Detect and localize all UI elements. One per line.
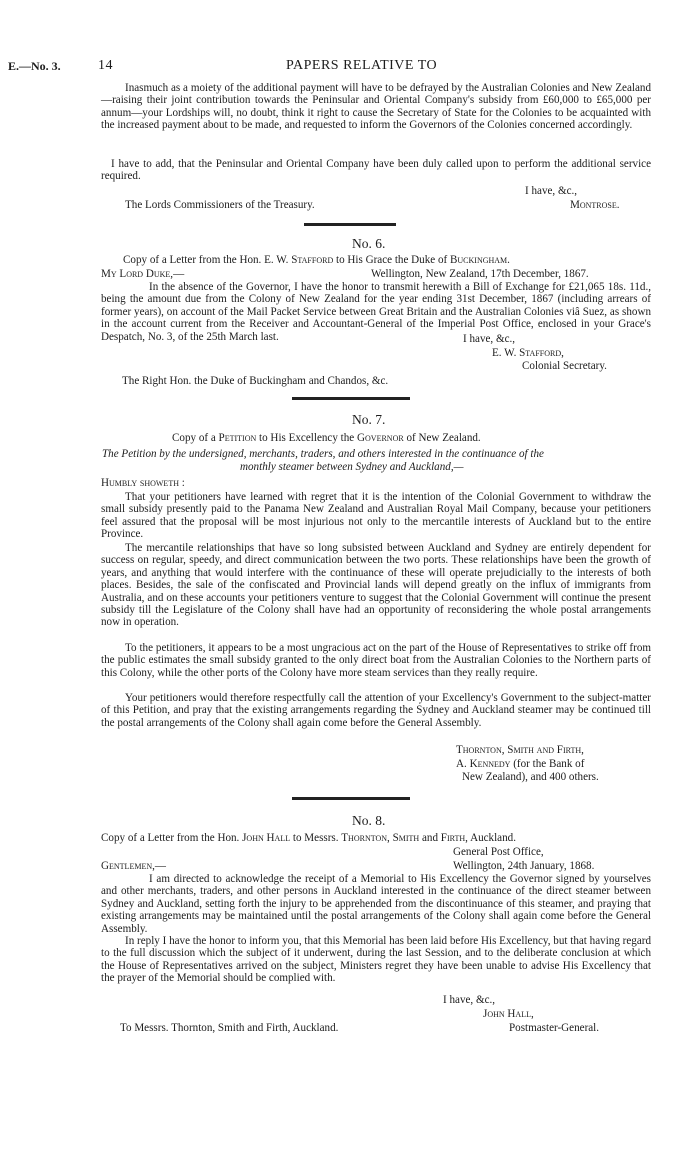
no7-subtitle-1: The Petition by the undersigned, merchants, traders, and others interested in the continuance of the <box>102 448 544 460</box>
header-page-number: 14 <box>98 58 113 73</box>
header-ref: E.—No. 3. <box>8 59 61 73</box>
no6-signature-title: Colonial Secretary. <box>522 360 607 372</box>
no6-salutation: My Lord Duke,— <box>101 268 185 280</box>
intro-closing: I have, &c., <box>525 185 578 197</box>
no7-paragraph-4: Your petitioners would therefore respectfully call the attention of your Excellency's Government to the subject-matter of this Petition, and pray that the existing arrangements regarding the Sydney and Auckland steamer may be continued till the postal arrangements of the Colony shall again come before the General Assembly. <box>101 692 651 729</box>
no8-office: General Post Office, <box>453 846 544 858</box>
no7-opening: Humbly showeth : <box>101 477 185 489</box>
section-divider <box>304 223 396 226</box>
section-divider <box>292 797 410 800</box>
intro-addressee: The Lords Commissioners of the Treasury. <box>125 199 315 211</box>
no7-caption: Copy of a Petition to His Excellency the Governor of New Zealand. <box>172 432 481 444</box>
no7-signature-1: Thornton, Smith and Firth, <box>456 744 584 756</box>
no8-caption: Copy of a Letter from the Hon. John Hall to Messrs. Thornton, Smith and Firth, Auckland. <box>101 832 516 844</box>
no6-heading: No. 6. <box>352 236 386 251</box>
no6-caption: Copy of a Letter from the Hon. E. W. Stafford to His Grace the Duke of Buckingham. <box>123 254 510 266</box>
no7-subtitle-2: monthly steamer between Sydney and Auckland,— <box>240 461 464 473</box>
intro-paragraph-1: Inasmuch as a moiety of the additional payment will have to be defrayed by the Australian Colonies and New Zealand—raising their joint contribution towards the Peninsular and Oriental Company's subsidy from £60,000 to £65,000 per annum—your Lordships will, no doubt, think it right to cause the Secretary of State for the Colonies to be acquainted with the increased payment about to be made, and requested to inform the Governors of the Colonies concerned accordingly. <box>101 82 651 132</box>
no7-heading: No. 7. <box>352 412 386 427</box>
header-title: PAPERS RELATIVE TO <box>286 58 438 73</box>
no7-signature-2: A. Kennedy (for the Bank of <box>456 758 585 770</box>
no8-addressee: To Messrs. Thornton, Smith and Firth, Auckland. <box>120 1022 339 1034</box>
no7-paragraph-1: That your petitioners have learned with regret that it is the intention of the Colonial Government to withdraw the small subsidy presently paid to the Panama New Zealand and Australian Royal Mail Company, because your petitioners feel assured that the proposal will be most injurious not only to the mercantile interests of Auckland but to the entire Province. <box>101 491 651 541</box>
no6-addressee: The Right Hon. the Duke of Buckingham and Chandos, &c. <box>122 375 389 387</box>
no7-paragraph-3: To the petitioners, it appears to be a most ungracious act on the part of the House of Representatives to strike off from the public estimates the small subsidy granted to the only direct boat from the Australian Colonies to the Northern parts of this Colony, while the other ports of the Colony have more steam services than they really require. <box>101 642 651 679</box>
no8-closing: I have, &c., <box>443 994 496 1006</box>
intro-paragraph-2: I have to add, that the Peninsular and Oriental Company have been duly called upon to perform the additional service required. <box>101 158 651 183</box>
no8-salutation: Gentlemen,— <box>101 860 166 872</box>
no8-paragraph-1: I am directed to acknowledge the receipt of a Memorial to His Excellency the Governor signed by yourselves and other merchants, traders, and other persons in Auckland interested in the continuance of the direct steamer between Sydney and Auckland, setting forth the injury to be apprehended from the discontinuance of this steamer, and praying that existing arrangements may be maintained until the postal arrangements of the Colony shall again come before the General Assembly. <box>101 873 651 935</box>
no8-signature-title: Postmaster-General. <box>509 1022 600 1034</box>
no8-heading: No. 8. <box>352 813 386 828</box>
no6-place-date: Wellington, New Zealand, 17th December, 1867. <box>371 268 589 280</box>
no8-paragraph-2: In reply I have the honor to inform you, that this Memorial has been laid before His Excellency, but that having regard to the full discussion which the subject of it underwent, during the last Session, and to the deliberate conclusion at which the House of Representatives arrived on the subject, Ministers regret they have been unable to advise His Excellency that the prayer of the Memorial should be complied with. <box>101 935 651 985</box>
intro-signature: Montrose. <box>570 199 620 211</box>
no7-signature-3: New Zealand), and 400 others. <box>462 771 599 783</box>
no6-closing: I have, &c., <box>463 333 516 345</box>
no8-place-date: Wellington, 24th January, 1868. <box>453 860 595 872</box>
no7-paragraph-2: The mercantile relationships that have so long subsisted between Auckland and Sydney are entirely dependent for success on regular, speedy, and direct communication between the two ports. These relationships have been the growth of years, and anything that would interfere with the continuance of these will operate prejudicially to the interests of both places. Besides, the sale of the confiscated and Provincial lands will depend greatly on the influx of immigrants from Australia, and on these accounts your petitioners venture to suggest that the Colonial Government will continue the present subsidy till the Legislature of the Colony shall have had an opportunity of reconsidering the whole postal arrangements now in operation. <box>101 542 651 629</box>
no6-signature: E. W. Stafford, <box>492 347 564 359</box>
no8-signature: John Hall, <box>483 1008 534 1020</box>
no6-body: In the absence of the Governor, I have the honor to transmit herewith a Bill of Exchange for £21,065 18s. 11d., being the amount due from the Colony of New Zealand for the year ending 31st December, 1867 (including arrears of former years), on account of the Mail Packet Service between Great Britain and the Australian Colonies viâ Suez, as shown in the account current from the Receiver and Accountant-General of the Imperial Post Office, enclosed in your Grace's Despatch, No. 3, of the 25th March last. <box>101 281 651 343</box>
section-divider <box>292 397 410 400</box>
